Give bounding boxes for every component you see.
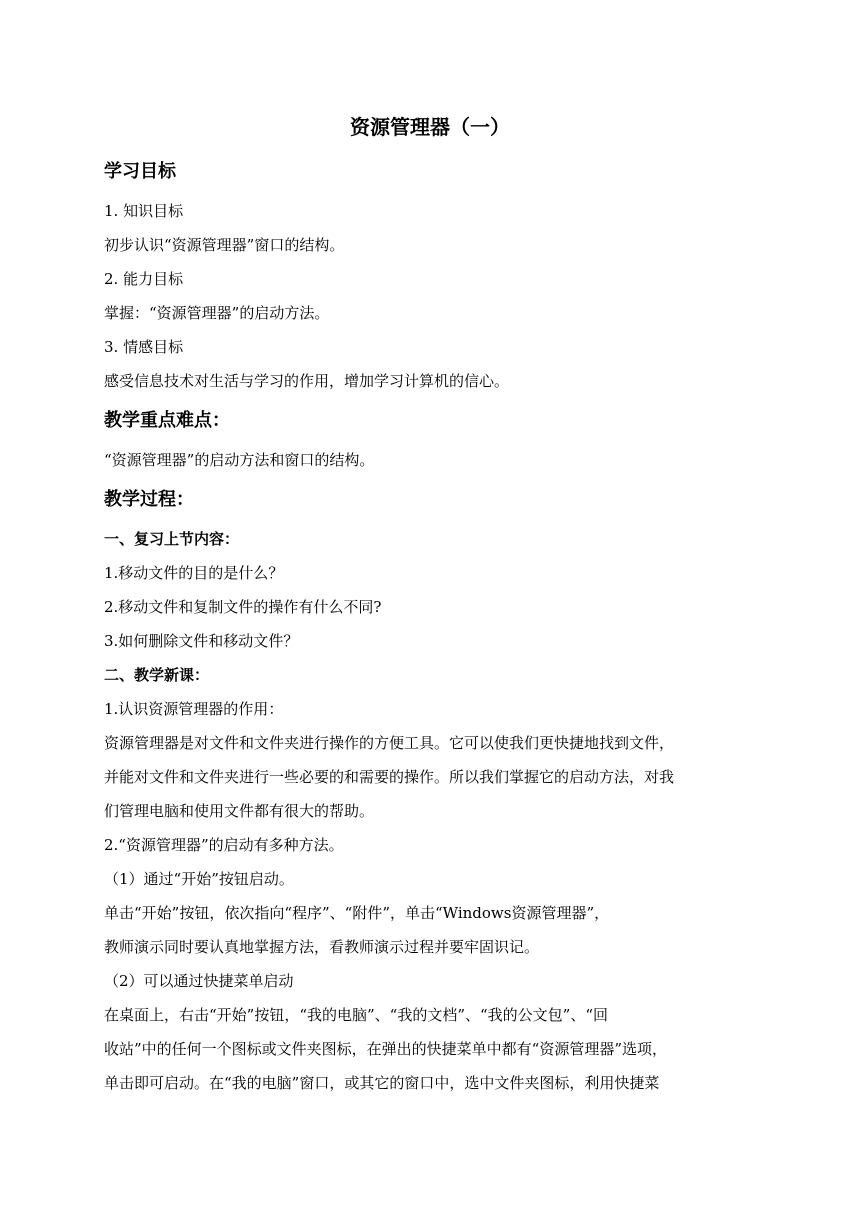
paragraph-line: 们管理电脑和使用文件都有很大的帮助。 — [104, 802, 375, 820]
review-question-2: 2.移动文件和复制文件的操作有什么不同? — [104, 598, 382, 616]
key-points-text: “资源管理器”的启动方法和窗口的结构。 — [104, 451, 375, 469]
heading-key-points: 教学重点难点： — [104, 410, 230, 431]
paragraph-line: 并能对文件和文件夹进行一些必要的和需要的操作。所以我们掌握它的启动方法，对我 — [104, 768, 675, 786]
goal-1-text: 初步认识“资源管理器”窗口的结构。 — [104, 236, 345, 254]
review-question-1: 1.移动文件的目的是什么？ — [104, 564, 284, 582]
goal-2-label: 2. 能力目标 — [104, 270, 184, 288]
paragraph-line: 收站”中的任何一个图标或文件夹图标，在弹出的快捷菜单中都有“资源管理器”选项， — [104, 1040, 668, 1058]
heading-teaching-process: 教学过程： — [104, 489, 194, 510]
paragraph-line: 单击“开始”按钮，依次指向“程序”、“附件”，单击“Windows资源管理器”， — [104, 904, 610, 922]
goal-1-label: 1. 知识目标 — [104, 202, 184, 220]
paragraph-line: 在桌面上，右击“开始”按钮，“我的电脑”、“我的文档”、“我的公文包”、“回 — [104, 1006, 609, 1024]
goal-2-text: 掌握：“资源管理器”的启动方法。 — [104, 304, 330, 322]
review-heading: 一、复习上节内容： — [104, 530, 240, 548]
document-title: 资源管理器（一） — [350, 115, 510, 139]
goal-3-text: 感受信息技术对生活与学习的作用，增加学习计算机的信心。 — [104, 372, 510, 390]
method-1-heading: （1）通过“开始”按钮启动。 — [104, 870, 294, 888]
new-lesson-heading: 二、教学新课： — [104, 666, 210, 684]
paragraph-line: 资源管理器是对文件和文件夹进行操作的方便工具。它可以使我们更快捷地找到文件， — [104, 734, 675, 752]
goal-3-label: 3. 情感目标 — [104, 338, 184, 356]
paragraph-line: 教师演示同时要认真地掌握方法，看教师演示过程并要牢固识记。 — [104, 938, 540, 956]
new-lesson-item-2: 2.“资源管理器”的启动有多种方法。 — [104, 836, 344, 854]
heading-learning-goals: 学习目标 — [104, 161, 176, 182]
method-2-heading: （2）可以通过快捷菜单启动 — [104, 972, 294, 990]
new-lesson-item-1: 1.认识资源管理器的作用： — [104, 700, 284, 718]
review-question-3: 3.如何删除文件和移动文件？ — [104, 632, 299, 650]
paragraph-line: 单击即可启动。在“我的电脑”窗口，或其它的窗口中，选中文件夹图标，利用快捷菜 — [104, 1074, 660, 1092]
